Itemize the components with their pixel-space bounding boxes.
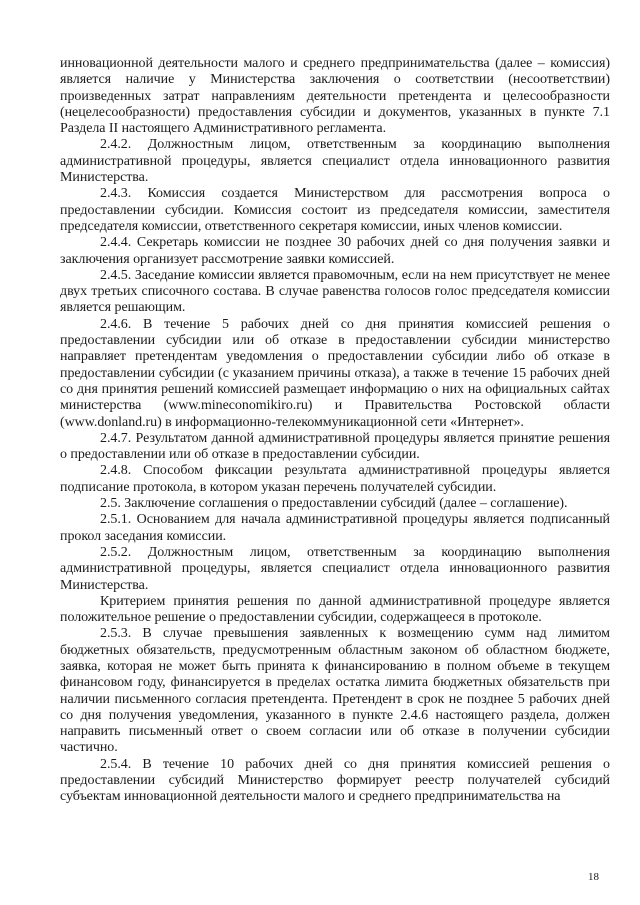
paragraph-2-4-6: 2.4.6. В течение 5 рабочих дней со дня принятия комиссией решения о предоставлении субсидии или об отказе в предоставлении субсидии министерство направляет претендентам уведомления о предоставлении субсидии либо об отказе в предоставлении субсидии (с указанием причины отказа), а также в течение 15 рабочих дней со дня принятия решений комиссией размещает информацию о них на официальных сайтах министерства (www.mineconomikiro.ru) и Правительства Ростовской области (www.donland.ru) в информационно-телекоммуникационной сети «Интернет». <box>60 316 610 430</box>
paragraph-2-5: 2.5. Заключение соглашения о предоставлении субсидий (далее – соглашение). <box>100 496 568 512</box>
paragraph-2-5-3: 2.5.3. В случае превышения заявленных к возмещению сумм над лимитом бюджетных обязательств, предусмотренным областным законом об областном бюджете, заявка, которая не может быть принята к финансированию в полном объеме в текущем финансовом году, финансируется в пределах остатка лимита бюджетных обязательств при наличии письменного согласия претендента. Претендент в срок не позднее 5 рабочих дней со дня получения уведомления, указанного в пункте 2.4.6 настоящего раздела, должен направить письменный ответ о своем согласии или об отказе в получении субсидии частично. <box>60 626 610 756</box>
paragraph-2-4-7: 2.4.7. Результатом данной административной процедуры является принятие решения о предоставлении или об отказе в предоставлении субсидии. <box>60 430 610 463</box>
paragraph-2-4-2: 2.4.2. Должностным лицом, ответственным за координацию выполнения административной процедуры, является специалист отдела инновационного развития Министерства. <box>60 137 610 186</box>
paragraph-2-4-4: 2.4.4. Секретарь комиссии не позднее 30 рабочих дней со дня получения заявки и заключения организует рассмотрение заявки комиссией. <box>60 235 610 267</box>
paragraph-2-4-8: 2.4.8. Способом фиксации результата административной процедуры является подписание протокола, в котором указан перечень получателей субсидии. <box>60 463 610 495</box>
paragraph-2-5-2: 2.5.2. Должностным лицом, ответственным за координацию выполнения административной процедуры, является специалист отдела инновационного развития Министерства. <box>60 544 610 593</box>
paragraph-2-4-3: 2.4.3. Комиссия создается Министерством для рассмотрения вопроса о предоставлении субсидии. Комиссия состоит из председателя комиссии, заместителя председателя комиссии, ответственного секретаря комиссии, иных членов комиссии. <box>60 186 610 234</box>
paragraph-continuation: инновационной деятельности малого и среднего предпринимательства (далее – комиссия) является наличие у Министерства заключения о соответствии (несоответствии) произведенных затрат направлениям деятельности претендента и целесообразности (нецелесообразности) предоставления субсидии и документов, указанных в пункте 7.1 Раздела II настоящего Административного регламента. <box>60 56 610 137</box>
page-number: 18 <box>588 871 599 883</box>
paragraph-criterion: Критерием принятия решения по данной административной процедуре является положительное решение о предоставлении субсидии, содержащееся в протоколе. <box>60 593 610 626</box>
paragraph-2-4-5: 2.4.5. Заседание комиссии является правомочным, если на нем присутствует не менее двух третьих списочного состава. В случае равенства голосов голос председателя комиссии является решающим. <box>60 267 610 316</box>
paragraph-2-5-4: 2.5.4. В течение 10 рабочих дней со дня принятия комиссией решения о предоставлении субсидий Министерство формирует реестр получателей субсидий субъектам инновационной деятельности малого и среднего предпринимательства на <box>60 756 610 805</box>
document-body <box>60 56 610 806</box>
paragraph-2-5-1: 2.5.1. Основанием для начала административной процедуры является подписанный прокол заседания комиссии. <box>60 512 610 544</box>
